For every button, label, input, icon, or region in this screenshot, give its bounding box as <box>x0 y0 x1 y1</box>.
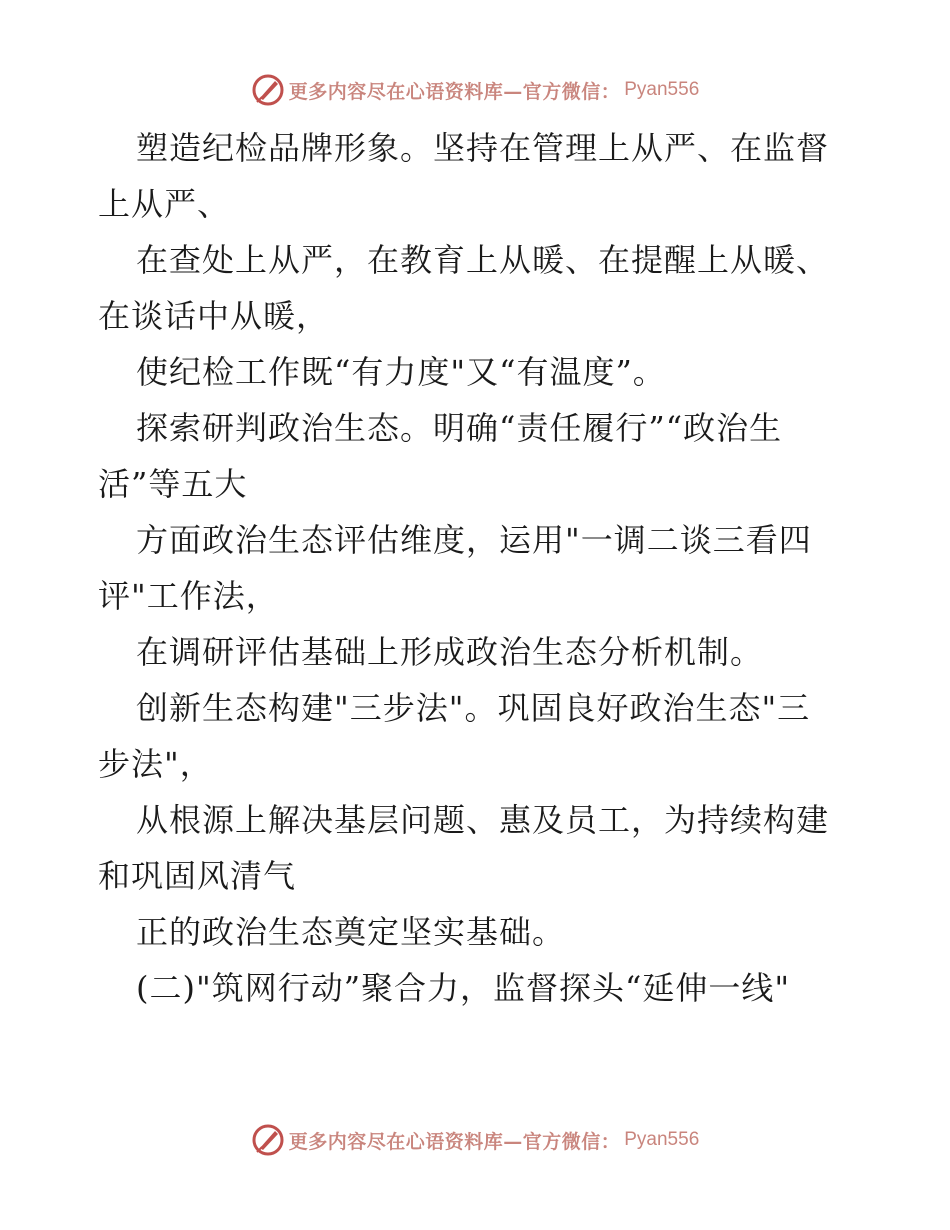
text-line: 探索研判政治生态。明确“责任履行”“政治生 <box>136 409 783 447</box>
watermark-text: 更多内容尽在心语资料库—官方微信： <box>288 1130 621 1153</box>
text-line: 方面政治生态评估维度，运用"一调二谈三看四 <box>136 521 812 559</box>
text-line: (二)"筑网行动”聚合力，监督探头“延伸一线" <box>136 969 791 1007</box>
watermark-handle: Pyan556 <box>624 79 700 100</box>
text-line: 正的政治生态奠定坚实基础。 <box>136 913 566 951</box>
watermark-text: 更多内容尽在心语资料库—官方微信： <box>288 80 621 103</box>
text-line: 从根源上解决基层问题、惠及员工，为持续构建 <box>136 801 830 839</box>
text-line: 上从严、 <box>98 185 231 223</box>
quill-pen-logo-icon <box>251 73 285 107</box>
text-line: 在谈话中从暖， <box>98 297 330 335</box>
text-line: 塑造纪检品牌形象。坚持在管理上从严、在监督 <box>136 129 830 167</box>
footer-watermark <box>0 1120 950 1160</box>
header-watermark <box>0 70 950 110</box>
text-line: 活”等五大 <box>98 465 248 503</box>
text-line: 在调研评估基础上形成政治生态分析机制。 <box>136 633 764 671</box>
document-body <box>98 120 858 1016</box>
text-line: 评"工作法， <box>98 577 279 615</box>
text-line: 和巩固风清气 <box>98 857 297 895</box>
text-line: 步法"， <box>98 745 213 783</box>
text-line: 在查处上从严，在教育上从暖、在提醒上从暖、 <box>136 241 830 279</box>
text-line: 使纪检工作既“有力度"又“有温度”。 <box>136 353 666 391</box>
quill-pen-logo-icon <box>251 1123 285 1157</box>
watermark-handle: Pyan556 <box>624 1129 700 1150</box>
text-line: 创新生态构建"三步法"。巩固良好政治生态"三 <box>136 689 811 727</box>
